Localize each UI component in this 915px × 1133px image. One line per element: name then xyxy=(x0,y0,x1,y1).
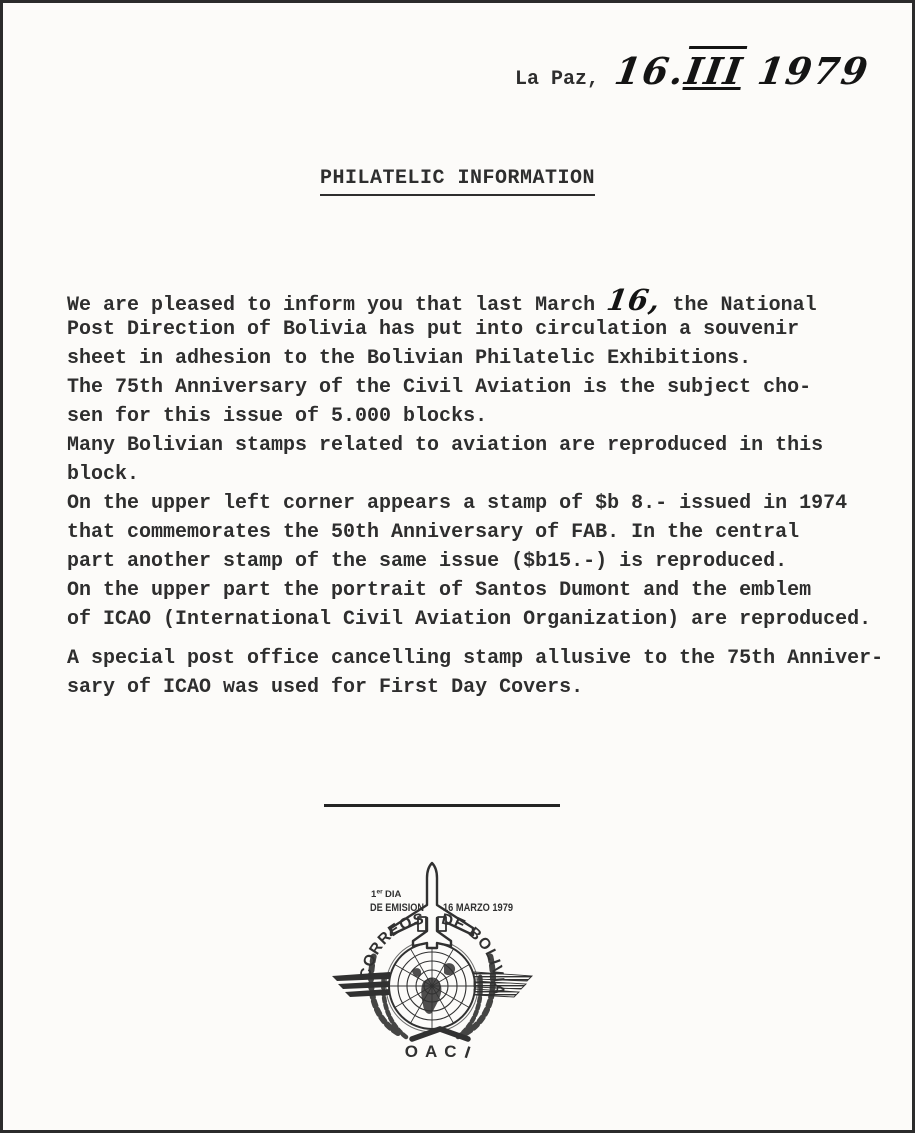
stamp-arc-correos: CORREOS xyxy=(357,910,426,981)
handwritten-date xyxy=(612,49,873,93)
body-line: of ICAO (International Civil Aviation Organization) are reproduced. xyxy=(67,608,872,631)
body-line: block. xyxy=(67,463,140,486)
divider-line xyxy=(324,804,560,807)
body-line: Many Bolivian stamps related to aviation are reproduced in this xyxy=(67,434,824,457)
body-line: A special post office cancelling stamp allusive to the 75th Anniver- xyxy=(67,647,884,670)
page-title: PHILATELIC INFORMATION xyxy=(320,167,595,196)
handwritten-day-inline: 16, xyxy=(604,283,664,317)
stamp-date: 16 MARZO 1979 xyxy=(443,902,513,914)
stamp-first-day-line1: 1er DIA xyxy=(371,888,402,900)
body-line-text: the National xyxy=(660,294,817,317)
globe-landmass xyxy=(412,963,455,1014)
body-line: sheet in adhesion to the Bolivian Philatelic Exhibitions. xyxy=(67,347,752,370)
first-day-cancellation-stamp xyxy=(328,853,558,1071)
handwritten-date-month-roman: III xyxy=(681,49,747,93)
body-line: sary of ICAO was used for First Day Covers. xyxy=(67,676,584,699)
body-line: On the upper left corner appears a stamp of $b 8.- issued in 1974 xyxy=(67,492,848,515)
stamp-first-day-line2: DE EMISION xyxy=(370,902,425,914)
stamp-arc-de-bolivia: DE BOLIVIA xyxy=(439,910,508,997)
body-line-text: We are pleased to inform you that last March xyxy=(67,294,608,317)
dateline xyxy=(515,49,873,93)
handwritten-date-day: 16. xyxy=(611,49,689,93)
body-line: part another stamp of the same issue ($b15.-) is reproduced. xyxy=(67,550,788,573)
body-line xyxy=(67,283,887,317)
letter-body xyxy=(67,283,887,702)
body-line: that commemorates the 50th Anniversary of FAB. In the central xyxy=(67,521,800,544)
body-line: The 75th Anniversary of the Civil Aviation is the subject cho- xyxy=(67,376,812,399)
dateline-place: La Paz, xyxy=(515,68,600,91)
body-line: sen for this issue of 5.000 blocks. xyxy=(67,405,488,428)
handwritten-date-year: 1979 xyxy=(739,49,873,93)
body-line: On the upper part the portrait of Santos Dumont and the emblem xyxy=(67,579,812,602)
stamp-organization-label: OACI xyxy=(404,1042,480,1065)
title-block xyxy=(3,167,912,196)
body-line: Post Direction of Bolivia has put into circulation a souvenir xyxy=(67,318,800,341)
